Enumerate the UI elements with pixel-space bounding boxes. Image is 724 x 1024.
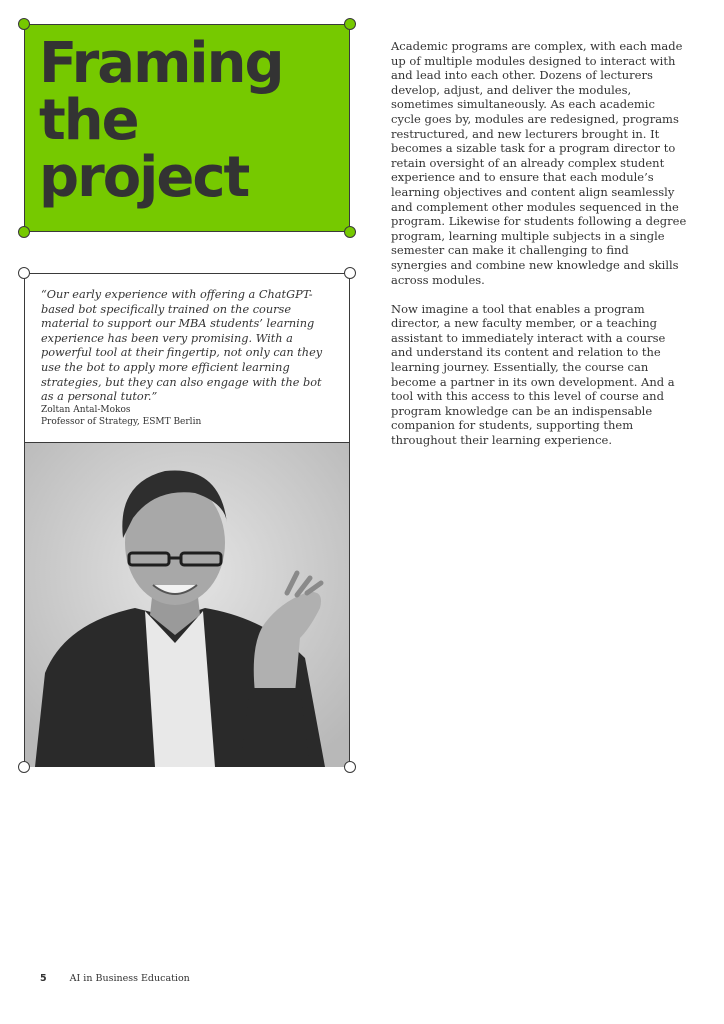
body-paragraph: Now imagine a tool that enables a program director, a new faculty member, or a teaching assistant to immediately interact with a course and understand its content and relation to the learning journey. Essentially, the course can become a partner in its own development. And a tool with this access to this level of course and program knowledge can be an indispensable companion for students, supporting them throughout their learning experience.	[391, 301, 675, 448]
title-line: the	[39, 88, 138, 153]
page-title	[39, 31, 283, 210]
body-paragraph: Academic programs are complex, with each made up of multiple modules designed to interact with and lead into each other. Dozens of lecturers develop, adjust, and deliver the modules, sometimes simultaneously. As each academic cycle goes by, modules are redesigned, programs restructured, and new lecturers brought in. It becomes a sizable task for a program director to retain oversight of an already complex student experience and to ensure that each module’s learning objectives and content align seamlessly and complement other modules sequenced in the program. Likewise for students following a degree program, learning multiple subjects in a single semester can make it challenging to find synergies and combine new knowledge and skills across modules.	[391, 39, 687, 287]
corner-handle	[18, 761, 30, 773]
title-line: Framing	[39, 31, 283, 96]
page-footer	[40, 973, 190, 984]
corner-handle	[344, 761, 356, 773]
portrait-illustration	[25, 443, 349, 767]
corner-handle	[18, 226, 30, 238]
corner-handle	[18, 18, 30, 30]
corner-handle	[344, 226, 356, 238]
page-number: 5	[40, 973, 47, 984]
title-line: project	[39, 145, 249, 210]
corner-handle	[18, 267, 30, 279]
author-role: Professor of Strategy, ESMT Berlin	[41, 417, 202, 427]
author-portrait	[25, 442, 349, 767]
publication-title: AI in Business Education	[69, 973, 190, 984]
quote-text: “Our early experience with offering a ChatGPT-based bot specifically trained on the course material to support our MBA students’ learning experience has been very promising. With a powerful tool at their fingertip, not only can they use the bot to apply more efficient learning strategies, but they can also engage with the bot as a personal tutor.”	[41, 288, 323, 404]
body-text	[391, 39, 687, 462]
author-name: Zoltan Antal-Mokos	[41, 405, 131, 415]
corner-handle	[344, 18, 356, 30]
corner-handle	[344, 267, 356, 279]
title-box	[24, 24, 350, 232]
quote-card	[24, 273, 350, 767]
quote-attribution	[41, 404, 201, 428]
